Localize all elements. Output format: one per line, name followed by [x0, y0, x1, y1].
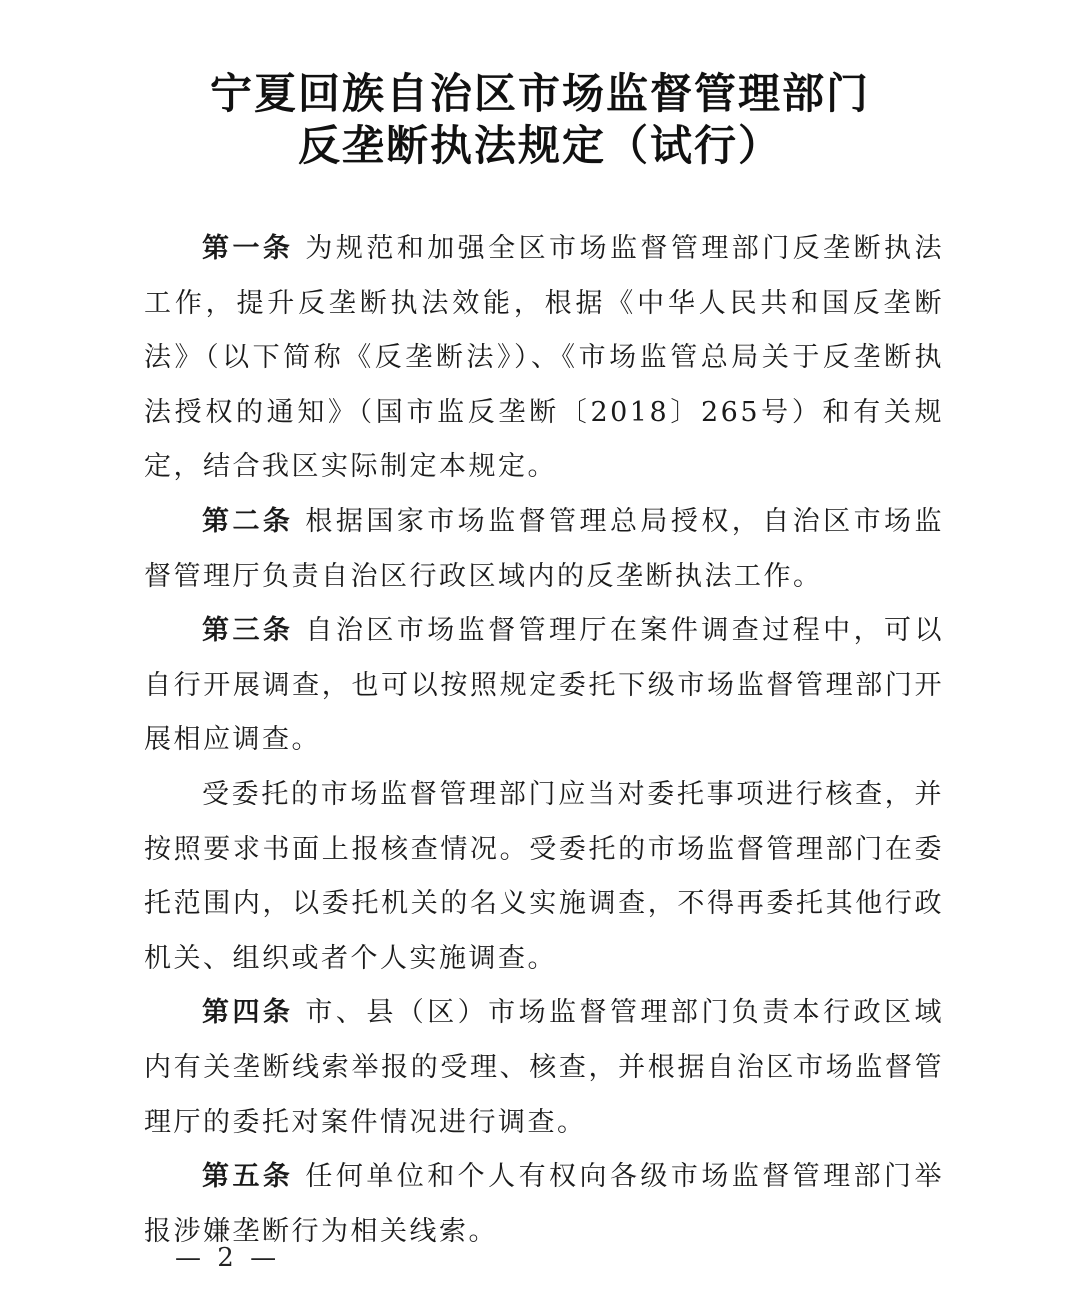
article-paragraph — [144, 222, 944, 495]
document-title-line-2: 反垄断执法规定（试行） — [297, 121, 782, 170]
article-label: 第五条 — [202, 1161, 294, 1193]
article-text: 市、县（区）市场监督管理部门负责本行政区域内有关垄断线索举报的受理、核查，并根据自治区市场监督管理厅的委托对案件情况进行调查。 — [144, 997, 944, 1138]
article-label: 第四条 — [202, 997, 294, 1029]
article-paragraph — [144, 495, 944, 604]
article-paragraph — [144, 604, 944, 768]
article-paragraph — [144, 986, 944, 1150]
article-label: 第二条 — [202, 505, 294, 537]
article-text: 自治区市场监督管理厅在案件调查过程中，可以自行开展调查，也可以按照规定委托下级市场监督管理部门开展相应调查。 — [144, 615, 944, 756]
article-text: 为规范和加强全区市场监督管理部门反垄断执法工作，提升反垄断执法效能，根据《中华人民共和国反垄断法》（以下简称《反垄断法》）、《市场监管总局关于反垄断执法授权的通知》（国市监反垄断〔2018〕265号）和有关规定，结合我区实际制定本规定。 — [144, 233, 944, 483]
document-body — [144, 222, 944, 1259]
document-title-line-1: 宁夏回族自治区市场监督管理部门 — [209, 69, 870, 118]
article-text: 任何单位和个人有权向各级市场监督管理部门举报涉嫌垄断行为相关线索。 — [144, 1161, 944, 1247]
page-number: — 2 — — [175, 1243, 281, 1273]
article-text: 根据国家市场监督管理总局授权，自治区市场监督管理厅负责自治区行政区域内的反垄断执法工作。 — [144, 505, 944, 592]
article-paragraph — [144, 768, 944, 986]
article-text: 受委托的市场监督管理部门应当对委托事项进行核查，并按照要求书面上报核查情况。受委托的市场监督管理部门在委托范围内，以委托机关的名义实施调查，不得再委托其他行政机关、组织或者个人实施调查。 — [144, 778, 944, 974]
article-label: 第一条 — [202, 233, 294, 264]
article-label: 第三条 — [202, 615, 294, 647]
